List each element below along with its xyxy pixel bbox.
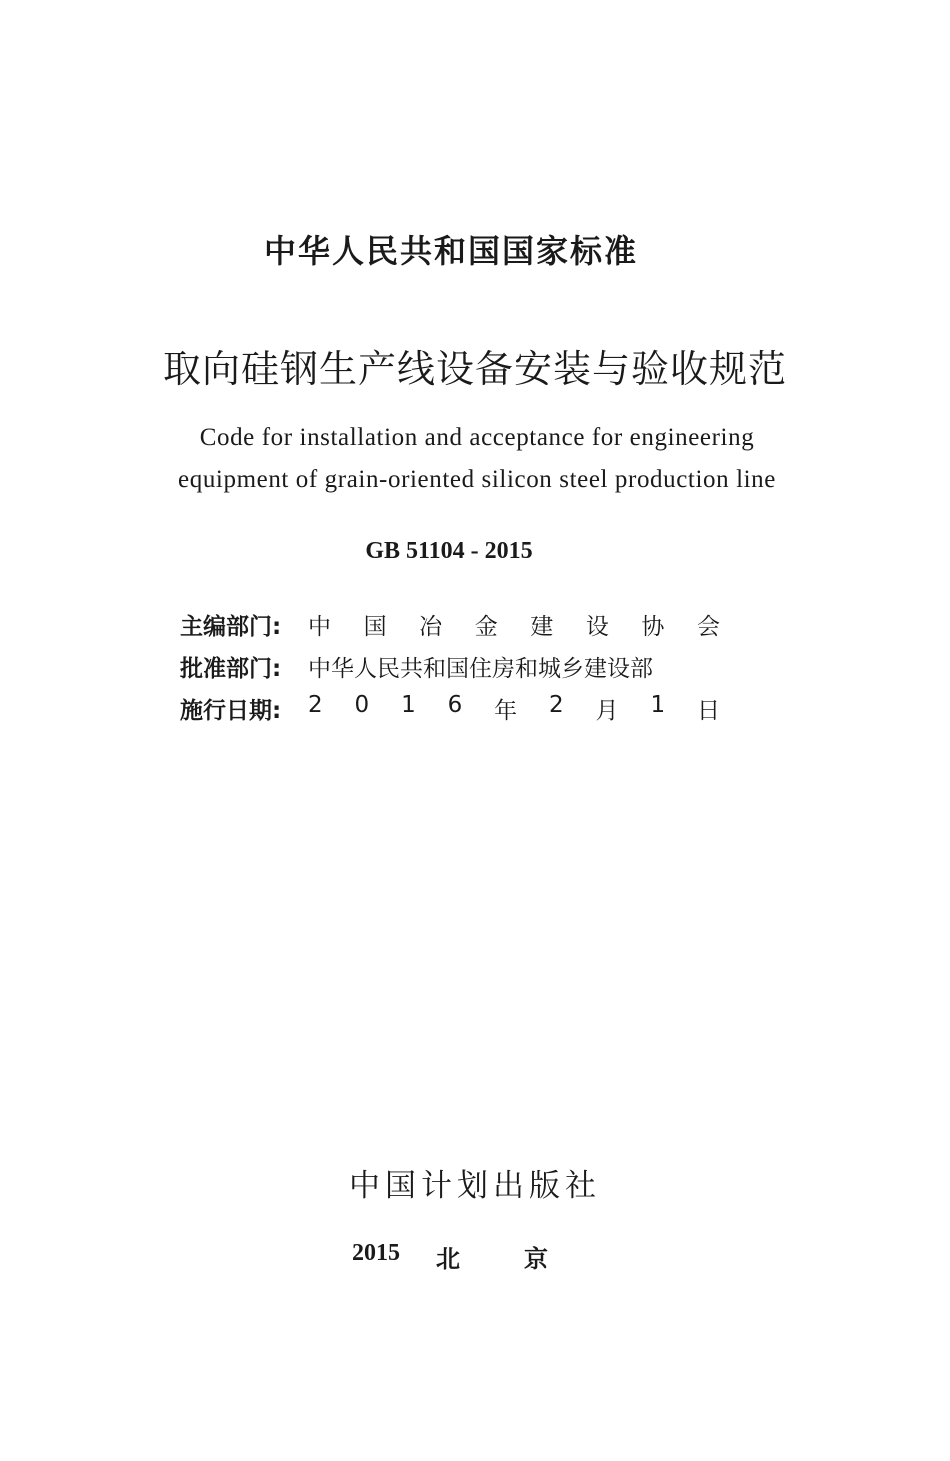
date-char: 0 [354, 692, 370, 718]
date-char: 6 [447, 692, 463, 718]
approver-department-label: 批准部门: [180, 656, 282, 682]
date-char: 年 [494, 698, 518, 724]
editor-char: 会 [696, 614, 720, 640]
date-char: 1 [650, 692, 666, 718]
standard-number: GB 51104 - 2015 [365, 538, 533, 564]
approver-department-row [180, 650, 720, 690]
document-title-chinese: 取向硅钢生产线设备安装与验收规范 [162, 347, 787, 391]
date-char: 1 [401, 692, 416, 718]
date-char: 日 [696, 698, 720, 724]
publication-year: 2015 [352, 1240, 400, 1266]
editor-department-label: 主编部门: [180, 614, 282, 640]
standard-series-title: 中华人民共和国国家标准 [263, 232, 638, 270]
city-char: 北 [436, 1245, 460, 1273]
editor-char: 中 [308, 614, 331, 640]
document-title-english-line-1: Code for installation and acceptance for engineering [199, 424, 755, 451]
effective-date-row [180, 692, 720, 732]
editor-department-value [308, 608, 720, 641]
effective-date-value [308, 692, 720, 725]
city-char: 京 [524, 1245, 548, 1273]
publication-city [436, 1239, 548, 1274]
editor-char: 建 [530, 614, 554, 640]
editor-char: 协 [641, 614, 665, 640]
publisher-name: 中国计划出版社 [349, 1168, 601, 1204]
editor-char: 金 [474, 614, 498, 640]
date-char: 2 [549, 692, 564, 718]
editor-char: 设 [585, 614, 609, 640]
editor-department-row [180, 608, 720, 648]
date-char: 2 [308, 692, 323, 718]
approver-department-value: 中华人民共和国住房和城乡建设部 [308, 656, 653, 682]
document-title-english-line-2: equipment of grain-oriented silicon steel production line [178, 466, 776, 493]
date-char: 月 [595, 698, 619, 724]
effective-date-label: 施行日期: [180, 698, 282, 724]
editor-char: 国 [363, 614, 387, 640]
editor-char: 冶 [419, 614, 443, 640]
